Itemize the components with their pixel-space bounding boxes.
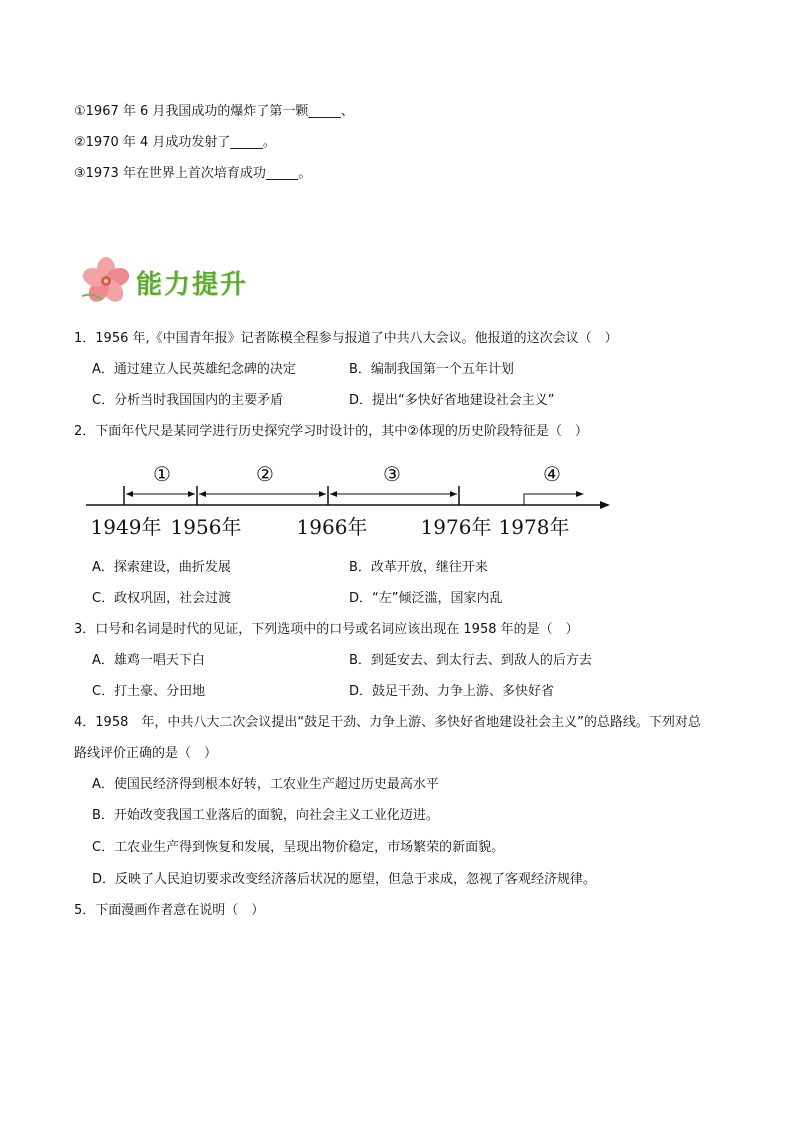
question-3-stem: 3．口号和名词是时代的见证，下列选项中的口号或名词应该出现在 1958 年的是（ ） [74, 622, 579, 637]
question-3-option-a: A．雄鸡一唱天下白 [92, 653, 205, 668]
question-4-option-a: A．使国民经济得到根本好转，工农业生产超过历史最高水平 [92, 777, 439, 792]
timeline-segment-3: ③ [383, 462, 401, 486]
question-1-option-a: A．通过建立人民英雄纪念碑的决定 [92, 362, 296, 377]
timeline-year-1966: 1966年 [296, 515, 368, 539]
timeline-segment-4: ④ [543, 462, 561, 486]
timeline-year-1949: 1949年 [90, 515, 162, 539]
fill-item-1: ①1967 年 6 月我国成功的爆炸了第一颗_____、 [74, 104, 354, 119]
timeline-segment-2: ② [256, 462, 274, 486]
timeline-year-1956: 1956年 [170, 515, 242, 539]
section-heading [80, 256, 249, 306]
timeline-segment-1: ① [153, 462, 171, 486]
flower-icon [80, 256, 136, 306]
question-3-option-d: D．鼓足干劲、力争上游、多快好省 [349, 684, 555, 699]
question-2-option-d: D．“左”倾泛滥，国家内乱 [349, 591, 503, 606]
question-5-stem: 5．下面漫画作者意在说明（ ） [74, 903, 265, 918]
timeline-axis-arrow [600, 501, 610, 509]
question-3-option-b: B．到延安去、到太行去、到敌人的后方去 [349, 653, 592, 668]
question-1-option-b: B．编制我国第一个五年计划 [349, 362, 514, 377]
question-1-option-d: D．提出“多快好省地建设社会主义” [349, 393, 555, 408]
section-title: 能力提升 [136, 270, 249, 300]
question-2-option-c: C．政权巩固，社会过渡 [92, 591, 232, 606]
question-2-option-b: B．改革开放，继往开来 [349, 560, 488, 575]
question-4-stem-line-1: 4．1958 年，中共八大二次会议提出“鼓足干劲、力争上游、多快好省地建设社会主义”的总路线。下列对总 [74, 715, 701, 730]
question-1-option-c: C．分析当时我国国内的主要矛盾 [92, 393, 284, 408]
timeline-diagram [80, 456, 620, 546]
fill-item-2: ②1970 年 4 月成功发射了_____。 [74, 135, 276, 150]
question-4-option-c: C．工农业生产得到恢复和发展，呈现出物价稳定，市场繁荣的新面貌。 [92, 840, 505, 855]
question-1-stem: 1．1956 年,《中国青年报》记者陈模全程参与报道了中共八大会议。他报道的这次会议（ ） [74, 331, 618, 346]
question-4-option-b: B．开始改变我国工业落后的面貌，向社会主义工业化迈进。 [92, 808, 439, 823]
question-4-stem-line-2: 路线评价正确的是（ ） [74, 746, 218, 761]
question-2-option-a: A．探索建设，曲折发展 [92, 560, 231, 575]
timeline-year-1978: 1978年 [498, 515, 570, 539]
timeline-year-1976: 1976年 [420, 515, 492, 539]
question-3-option-c: C．打土豪、分田地 [92, 684, 206, 699]
question-4-option-d: D．反映了人民迫切要求改变经济落后状况的愿望，但急于求成，忽视了客观经济规律。 [92, 872, 597, 887]
question-2-stem: 2．下面年代尺是某同学进行历史探究学习时设计的，其中②体现的历史阶段特征是（ ） [74, 424, 588, 439]
fill-item-3: ③1973 年在世界上首次培育成功_____。 [74, 166, 312, 181]
